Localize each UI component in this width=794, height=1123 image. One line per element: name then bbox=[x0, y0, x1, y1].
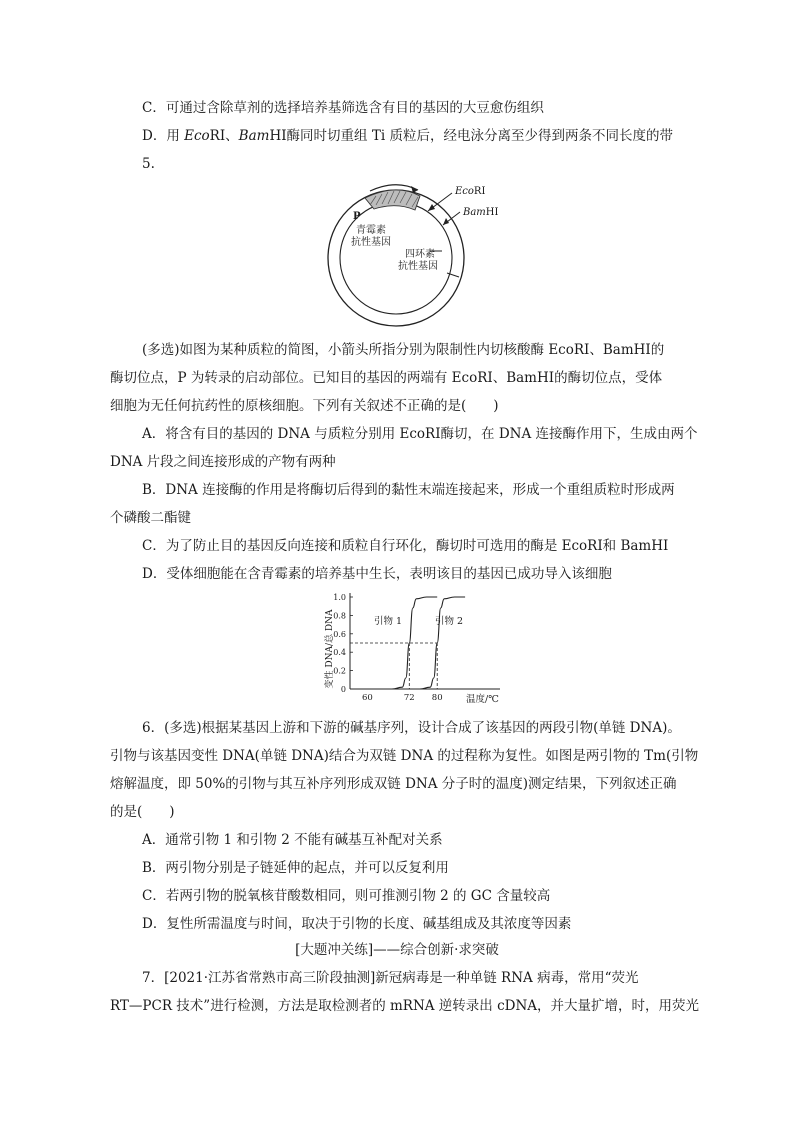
q6-stem-line: 引物与该基因变性 DNA(单链 DNA)结合为双链 DNA 的过程称为复性。如图是两引物的 Tm(引物 bbox=[110, 748, 699, 764]
y-tick-label: 1.0 bbox=[333, 593, 346, 602]
tm-chart bbox=[318, 589, 508, 707]
series-label-2: 引物 2 bbox=[435, 616, 464, 627]
q7-stem-line: RT—PCR 技术”进行检测，方法是取检测者的 mRNA 逆转录出 cDNA，并大量扩增，时，用荧光 bbox=[110, 998, 700, 1014]
chart-xlabel: 温度/℃ bbox=[466, 694, 499, 705]
q5-option-b: B．DNA 连接酶的作用是将酶切后得到的黏性末端连接起来，形成一个重组质粒时形成两 bbox=[142, 482, 675, 498]
q5-stem-line: 细胞为无任何抗药性的原核细胞。下列有关叙述不正确的是( ) bbox=[110, 398, 499, 414]
q5-option-d: D．受体细胞能在含青霉素的培养基中生长，表明该目的基因已成功导入该细胞 bbox=[142, 566, 612, 582]
y-tick-label: 0.8 bbox=[333, 611, 346, 621]
q6-option-a: A．通常引物 1 和引物 2 不能有碱基互补配对关系 bbox=[142, 832, 443, 848]
q5-option-c: C．为了防止目的基因反向连接和质粒自行环化，酶切时可选用的酶是 EcoRⅠ和 BamHⅠ bbox=[142, 538, 669, 554]
x-tick-label: 72 bbox=[403, 693, 415, 703]
q5-number: 5. bbox=[142, 156, 155, 172]
y-tick-label: 0 bbox=[340, 685, 346, 694]
q6-stem-line: 的是( ) bbox=[110, 804, 175, 820]
q5-stem-line: (多选)如图为某种质粒的简图，小箭头所指分别为限制性内切核酸酶 EcoRⅠ、BamHⅠ的 bbox=[142, 342, 665, 358]
q6-option-b: B．两引物分别是子链延伸的起点，并可以反复利用 bbox=[142, 860, 449, 876]
option-d-top: D．用 EcoRⅠ、BamHⅠ酶同时切重组 Ti 质粒后，经电泳分离至少得到两条不同长度的带 bbox=[142, 128, 673, 144]
plasmid-outer-ring bbox=[328, 190, 464, 326]
y-tick-label: 0.4 bbox=[333, 648, 346, 658]
q5-option-a-cont: DNA 片段之间连接形成的产物有两种 bbox=[110, 454, 336, 470]
section-title: [大题冲关练]——综合创新·求突破 bbox=[295, 942, 499, 958]
y-tick-label: 0.6 bbox=[333, 629, 346, 639]
label-ecori: EcoRⅠ bbox=[455, 186, 486, 197]
plasmid-diagram bbox=[318, 178, 499, 326]
q5-option-a: A．将含有目的基因的 DNA 与质粒分别用 EcoRⅠ酶切，在 DNA 连接酶作用下，生成由两个 bbox=[142, 426, 698, 442]
q6-option-c: C．若两引物的脱氧核苷酸数相同，则可推测引物 2 的 GC 含量较高 bbox=[142, 888, 551, 904]
label-tet-1: 四环素 bbox=[405, 249, 435, 260]
q5-option-b-cont: 个磷酸二酯键 bbox=[110, 510, 191, 526]
option-c-top: C．可通过含除草剂的选择培养基筛选含有目的基因的大豆愈伤组织 bbox=[142, 100, 544, 116]
chart-ylabel: 变性 DNA/总 DNA bbox=[325, 609, 335, 689]
q5-stem bbox=[110, 336, 698, 588]
q5-stem-line: 酶切位点，P 为转录的启动部位。已知目的基因的两端有 EcoRⅠ、BamHⅠ的酶切位点，受体 bbox=[110, 370, 663, 386]
label-bamhi: BamHⅠ bbox=[463, 207, 499, 218]
q7-stem-line: 7．[2021·江苏省常熟市高三阶段抽测]新冠病毒是一种单链 RNA 病毒，常用“荧光 bbox=[142, 970, 639, 986]
q6-stem bbox=[110, 714, 699, 938]
q7-stem bbox=[110, 964, 700, 1020]
x-tick-label: 80 bbox=[431, 693, 443, 703]
q6-stem-line: 6．(多选)根据某基因上游和下游的碱基序列，设计合成了该基因的两段引物(单链 DNA)。 bbox=[142, 720, 681, 736]
q6-stem-line: 熔解温度，即 50%的引物与其互补序列形成双链 DNA 分子时的温度)测定结果，下列叙述正确 bbox=[110, 776, 677, 792]
label-amp-1: 青霉素 bbox=[356, 225, 386, 236]
label-amp-2: 抗性基因 bbox=[351, 237, 391, 248]
q6-option-d: D．复性所需温度与时间，取决于引物的长度、碱基组成及其浓度等因素 bbox=[142, 916, 572, 932]
label-tet-2: 抗性基因 bbox=[398, 261, 438, 272]
y-tick-label: 0.2 bbox=[333, 666, 346, 676]
series-label-1: 引物 1 bbox=[374, 616, 403, 627]
label-p: P bbox=[353, 211, 361, 222]
x-tick-label: 60 bbox=[362, 693, 373, 703]
